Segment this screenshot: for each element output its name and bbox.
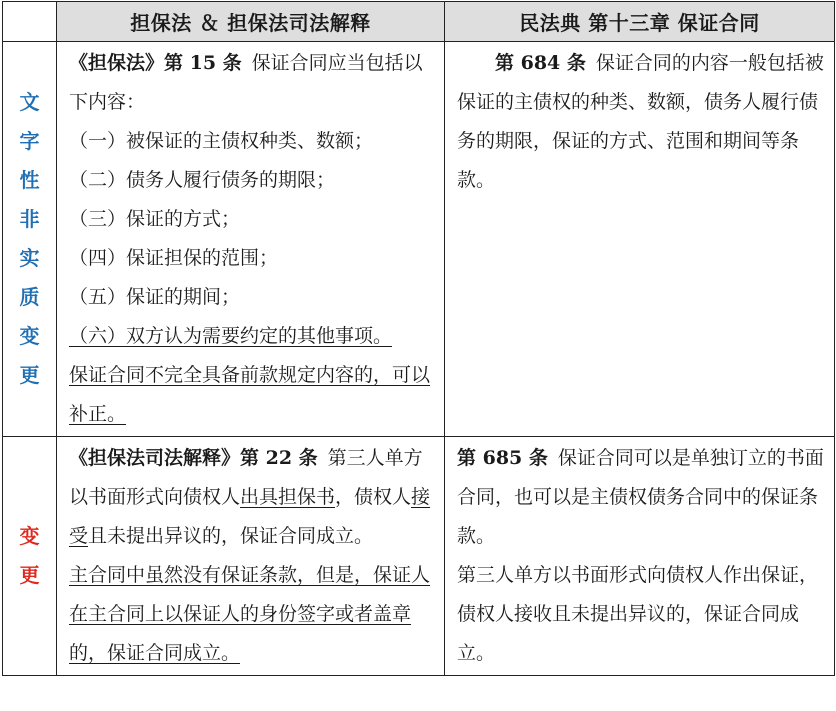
row-label-change (3, 437, 57, 676)
label-char: 性 (19, 168, 40, 192)
article-text: 且未提出异议的，保证合同成立。 (88, 525, 374, 547)
article-number: 《担保法司法解释》第 22 条 (69, 447, 318, 469)
article-number: 第 685 条 (457, 447, 548, 469)
table-row (3, 42, 835, 437)
header-row (3, 2, 835, 42)
header-civil-code: 民法典 第十三章 保证合同 (445, 2, 835, 42)
old-law-art15-cell (57, 42, 445, 437)
article-text: ，债权人 (335, 486, 412, 508)
article-text: 第三人单方以书面形式向债权人 (69, 447, 423, 508)
civil-code-art684-cell (445, 42, 835, 437)
civil-code-art685-cell (445, 437, 835, 676)
article-text: 保证合同应当包括以下内容： (69, 52, 423, 113)
header-empty-cell (3, 2, 57, 42)
list-item: （五）保证的期间； (69, 286, 241, 308)
list-item: （二）债务人履行债务的期限； (69, 169, 336, 191)
art15-intro (69, 44, 434, 122)
list-item: （三）保证的方式； (69, 208, 241, 230)
label-char: 实 (19, 246, 40, 270)
label-char: 文 (19, 90, 40, 114)
article-note: 主合同中虽然没有保证条款，但是，保证人在主合同上以保证人的身份签字或者盖章的，保证合同成立。 (69, 564, 431, 664)
article-text: 保证合同的内容一般包括被保证的主债权的种类、数额，债务人履行债务的期限，保证的方式、范围和期间等条款。 (457, 52, 824, 191)
interp22-text (69, 439, 434, 556)
article-number: 《担保法》第 15 条 (69, 52, 242, 74)
row-label-nonsubstantive (3, 42, 57, 437)
article-text: 保证合同可以是单独订立的书面合同，也可以是主债权债务合同中的保证条款。 (457, 447, 824, 547)
label-char: 变 (19, 324, 40, 348)
old-law-interp22-cell (57, 437, 445, 676)
list-item: （六）双方认为需要约定的其他事项。 (69, 325, 393, 347)
art685-text (457, 439, 824, 556)
underlined-text: 出具担保书 (240, 486, 336, 508)
comparison-table (2, 1, 835, 676)
label-char: 更 (19, 563, 40, 587)
header-guarantee-law: 担保法 ＆ 担保法司法解释 (57, 2, 445, 42)
table-row (3, 437, 835, 676)
label-char: 非 (19, 207, 40, 231)
art684-text (457, 44, 824, 200)
underlined-text: 接受 (69, 486, 431, 547)
label-char: 字 (19, 129, 40, 153)
label-char: 变 (19, 524, 40, 548)
article-text: 第三人单方以书面形式向债权人作出保证，债权人接收且未提出异议的，保证合同成立。 (457, 564, 819, 664)
article-number: 第 684 条 (495, 52, 586, 74)
label-char: 质 (19, 285, 40, 309)
article-note: 保证合同不完全具备前款规定内容的，可以补正。 (69, 364, 431, 425)
list-item: （四）保证担保的范围； (69, 247, 279, 269)
label-char: 更 (19, 363, 40, 387)
list-item: （一）被保证的主债权种类、数额； (69, 130, 374, 152)
